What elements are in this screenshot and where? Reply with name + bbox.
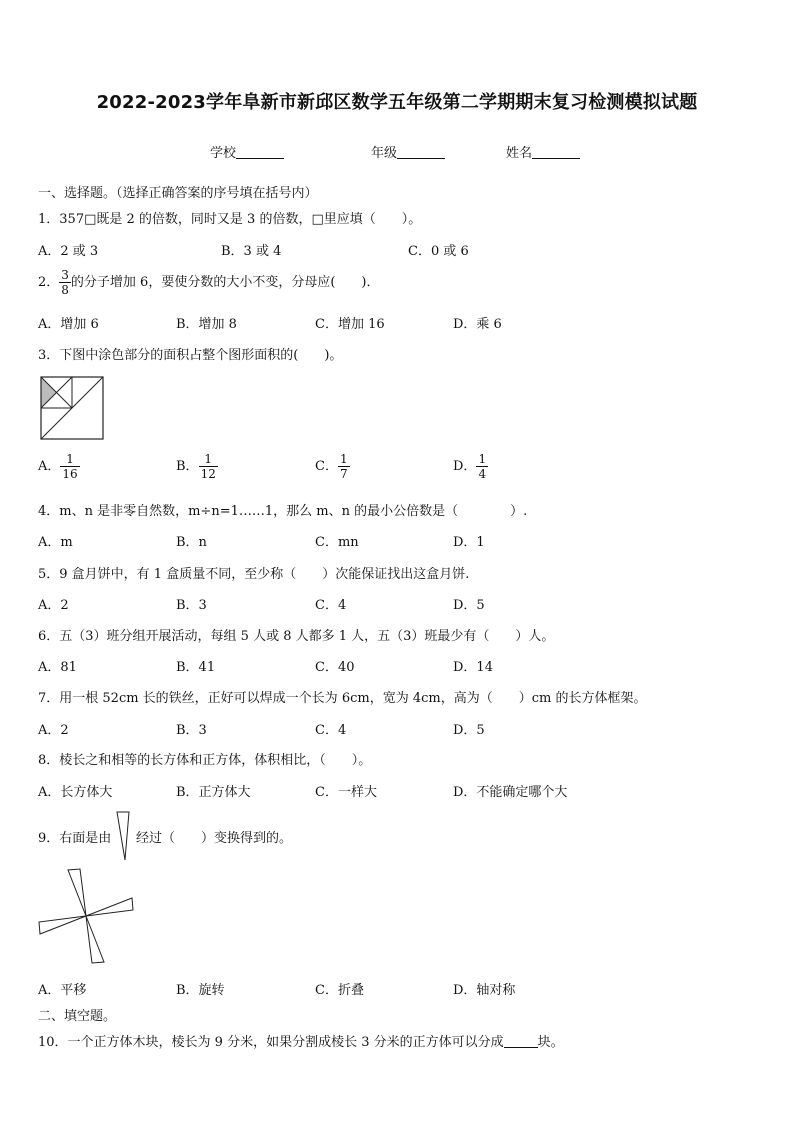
question-9-pre: 9．右面是由 — [38, 831, 112, 846]
question-10: 10．一个正方体木块，棱长为 9 分米，如果分割成棱长 3 分米的正方体可以分成 块。 — [38, 1035, 564, 1050]
question-8: 8．棱长之和相等的长方体和正方体，体积相比，（ ）。 — [38, 753, 372, 768]
q5-option-c: C．4 — [315, 598, 347, 613]
q9-option-a: A．平移 — [38, 983, 87, 998]
school-field: 学校 — [210, 142, 284, 161]
q2-option-c: C．增加 16 — [315, 317, 385, 332]
q9-option-b: B．旋转 — [176, 983, 225, 998]
question-9-post: 经过（ ）变换得到的。 — [136, 831, 293, 846]
q6-option-a: A．81 — [38, 660, 77, 675]
q1-option-a: A．2 或 3 — [38, 244, 99, 259]
q2-fraction: $\frac{3}{8}$ — [61, 268, 69, 297]
question-1: 1．357□既是 2 的倍数，同时又是 3 的倍数，□里应填（ ）。 — [38, 212, 422, 227]
q7-option-d: D．5 — [453, 723, 485, 738]
q3-option-c: C． $\frac{1}{7}$ — [315, 452, 348, 481]
section-fill-heading: 二、填空题。 — [38, 1009, 117, 1024]
q2-option-a: A．增加 6 — [38, 317, 99, 332]
q5-option-d: D．5 — [453, 598, 485, 613]
q6-option-c: C．40 — [315, 660, 355, 675]
q8-option-d: D．不能确定哪个大 — [453, 785, 568, 800]
q4-option-c: C．mn — [315, 535, 359, 550]
q1-option-c: C．0 或 6 — [408, 244, 469, 259]
q6-option-b: B．41 — [176, 660, 216, 675]
q3-option-a: A． $\frac{1}{16}$ — [38, 452, 78, 481]
question-6: 6．五（3）班分组开展活动，每组 5 人或 8 人都多 1 人，五（3）班最少有（ ）人。 — [38, 629, 555, 644]
q8-option-b: B．正方体大 — [176, 785, 251, 800]
q9-option-d: D．轴对称 — [453, 983, 516, 998]
q8-option-c: C．一样大 — [315, 785, 377, 800]
question-3: 3．下图中涂色部分的面积占整个图形面积的( )。 — [38, 348, 343, 363]
q3-option-d: D． $\frac{1}{4}$ — [453, 452, 487, 481]
q2-option-d: D．乘 6 — [453, 317, 502, 332]
q8-option-a: A．长方体大 — [38, 785, 113, 800]
q3-square-figure — [40, 376, 104, 440]
q9-option-c: C．折叠 — [315, 983, 364, 998]
q4-option-b: B．n — [176, 535, 207, 550]
q1-option-b: B．3 或 4 — [221, 244, 282, 259]
q10-answer-blank — [504, 1035, 538, 1048]
page-title: 2022-2023学年阜新市新邱区数学五年级第二学期期末复习检测模拟试题 — [96, 92, 698, 113]
q4-option-a: A．m — [38, 535, 73, 550]
question-4: 4．m、n 是非零自然数，m÷n=1……1，那么 m、n 的最小公倍数是（ ）. — [38, 504, 528, 519]
question-5: 5．9 盒月饼中，有 1 盒质量不同，至少称（ ）次能保证找出这盒月饼. — [38, 567, 470, 582]
q6-option-d: D．14 — [453, 660, 493, 675]
q7-option-b: B．3 — [176, 723, 207, 738]
q5-option-b: B．3 — [176, 598, 207, 613]
section-choice-heading: 一、选择题。（选择正确答案的序号填在括号内） — [38, 186, 318, 201]
q5-option-a: A．2 — [38, 598, 69, 613]
q9-pinwheel-figure — [36, 868, 136, 968]
question-2: 2． $\frac{3}{8}$ 的分子增加 6，要使分数的大小不变，分母应( )． — [38, 268, 380, 297]
q7-option-c: C．4 — [315, 723, 347, 738]
name-field: 姓名 — [506, 142, 580, 161]
q3-option-b: B． $\frac{1}{12}$ — [176, 452, 216, 481]
q9-triangle-figure — [115, 810, 131, 862]
q4-option-d: D．1 — [453, 535, 485, 550]
q7-option-a: A．2 — [38, 723, 69, 738]
q2-option-b: B．增加 8 — [176, 317, 237, 332]
grade-field: 年级 — [371, 142, 445, 161]
question-7: 7．用一根 52cm 长的铁丝，正好可以焊成一个长为 6cm，宽为 4cm，高为（ ）cm 的长方体框架。 — [38, 691, 647, 706]
